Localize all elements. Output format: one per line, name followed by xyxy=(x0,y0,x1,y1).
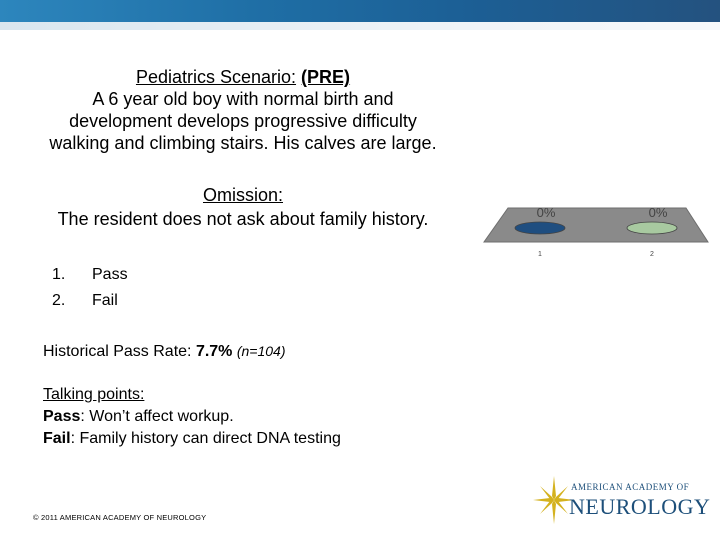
aan-logo xyxy=(533,470,713,532)
chart-category-label: 1 xyxy=(538,251,542,258)
scenario-tag: (PRE) xyxy=(301,67,351,87)
header-bar xyxy=(0,0,720,22)
answer-options xyxy=(52,262,128,314)
omission-text: The resident does not ask about family history. xyxy=(57,209,429,229)
talking-points xyxy=(43,384,341,450)
talking-fail-text: : Family history can direct DNA testing xyxy=(70,430,341,447)
omission-block xyxy=(20,183,466,231)
omission-title: Omission: xyxy=(202,185,283,205)
option-fail[interactable] xyxy=(52,288,128,314)
option-number: 1. xyxy=(52,266,66,283)
scenario-line: A 6 year old boy with normal birth and xyxy=(92,89,394,109)
chart-value-label: 0% xyxy=(648,205,668,220)
response-chart xyxy=(480,198,712,262)
talking-point-pass xyxy=(43,406,341,428)
chart-category-label: 2 xyxy=(650,251,654,258)
talking-fail-label: Fail xyxy=(43,430,71,447)
historical-n: (n=104) xyxy=(236,343,286,359)
chart-bar-2 xyxy=(627,222,677,234)
talking-point-fail xyxy=(43,428,341,450)
scenario-title-line xyxy=(20,66,466,88)
option-label: Pass xyxy=(92,266,128,283)
option-label: Fail xyxy=(92,292,118,309)
logo-line2: NEUROLOGY xyxy=(569,494,711,519)
option-number: 2. xyxy=(52,292,66,309)
historical-pass-rate xyxy=(43,343,286,361)
talking-points-title: Talking points: xyxy=(43,386,145,403)
chart-bar-1 xyxy=(515,222,565,234)
scenario-line: development develops progressive difficulty xyxy=(69,111,417,131)
historical-label: Historical Pass Rate: xyxy=(43,343,196,360)
historical-rate: 7.7% xyxy=(195,343,233,360)
scenario-text xyxy=(20,66,466,154)
chart-value-label: 0% xyxy=(536,205,556,220)
logo-line1: AMERICAN ACADEMY OF xyxy=(571,482,690,492)
copyright: © 2011 AMERICAN ACADEMY OF NEUROLOGY xyxy=(33,513,207,522)
talking-pass-label: Pass xyxy=(43,408,81,425)
option-pass[interactable] xyxy=(52,262,128,288)
header-stripe xyxy=(0,22,720,30)
scenario-line: walking and climbing stairs. His calves are large. xyxy=(49,133,437,153)
scenario-title: Pediatrics Scenario: xyxy=(135,67,297,87)
talking-pass-text: : Won’t affect workup. xyxy=(80,408,234,425)
